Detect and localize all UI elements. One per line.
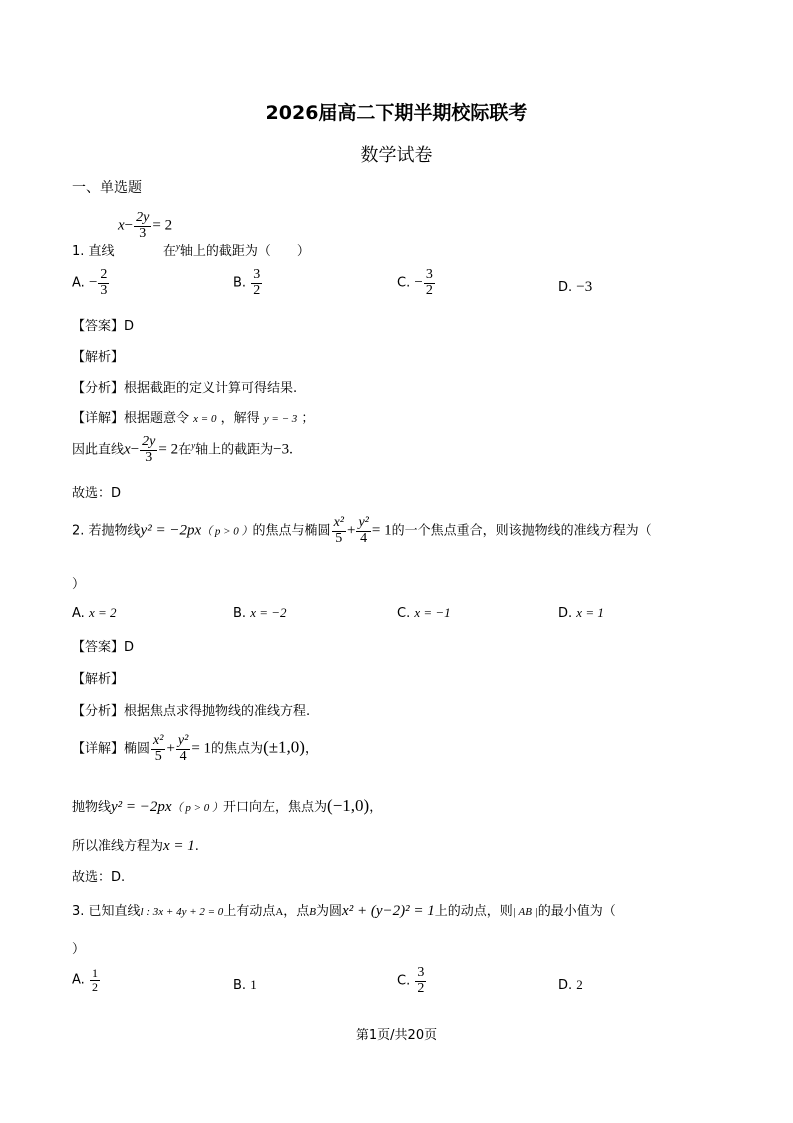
q2-line3: 所以准线方程为x = 1. [72,838,199,854]
q1-equation: x− $\frac{2y}{3}$ = 2 [118,210,173,241]
q1-option-a: A. − $\frac{2}{3}$ [72,267,108,298]
q2-stem-close: ） [72,577,86,592]
q2-choice: 故选：D. [72,870,126,885]
page-title: 2026届高二下期半期校际联考 [265,102,528,124]
q2-stem: 2. 若抛物线y² = −2px（ p > 0 ）的焦点与椭圆 $\frac{\text{x²}}{5}$ + $\frac{\text{y²}}{4}$ = 1的一个焦点重合，则该抛物线的准线方程为（ [72,515,652,546]
page-subtitle: 数学试卷 [360,145,433,166]
q3-option-b: B. 1 [233,977,257,993]
q2-fenxi: 【分析】根据焦点求得抛物线的准线方程. [72,704,311,719]
q2-line2: 抛物线y² = −2px（ p > 0 ）开口向左，焦点为(−1,0)， [72,796,383,815]
q2-option-b: B. x = −2 [233,605,287,621]
q2-answer: 【答案】D [72,640,135,655]
q1-stem: 1. 直线 在$^y$轴上的截距为（ ） [72,241,310,259]
q2-xiangjie: 【详解】椭圆 $\frac{\text{x²}}{5}$ + $\frac{\text{y²}}{4}$ = 1的焦点为(±1,0)， [72,733,318,764]
q2-option-a: A. x = 2 [72,605,117,621]
q3-stem: 3. 已知直线l : 3x + 4y + 2 = 0上有动点A，点B为圆x² + (y−2)² = 1上的动点，则| AB |的最小值为（ [72,903,616,919]
q3-option-a: A. $\frac{1}{2}$ [72,966,98,994]
q1-option-d: D. −3 [558,279,593,295]
q1-option-c: C. − $\frac{3}{2}$ [397,267,433,298]
q1-choice: 故选：D [72,486,122,501]
q1-fenxi: 【分析】根据截距的定义计算可得结果. [72,381,298,396]
q1-therefore: 因此直线x− $\frac{2y}{3}$ = 2在$^y$轴上的截距为−3. [72,434,293,465]
q1-analysis-tag: 【解析】 [72,350,125,365]
q3-stem-close: ） [72,942,86,957]
q2-option-c: C. x = −1 [397,605,451,621]
q2-option-d: D. x = 1 [558,605,604,621]
q1-answer: 【答案】D [72,319,135,334]
q2-analysis-tag: 【解析】 [72,672,125,687]
q1-option-b: B. $\frac{3}{2}$ [233,267,261,298]
q3-option-d: D. 2 [558,977,583,993]
q3-option-c: C. $\frac{3}{2}$ [397,965,425,996]
section-heading: 一、单选题 [72,180,142,196]
q1-xiangjie: 【详解】根据题意令 x = 0 ，解得 y = − 3 ； [72,411,315,426]
page-footer: 第1页/共20页 [355,1028,438,1043]
